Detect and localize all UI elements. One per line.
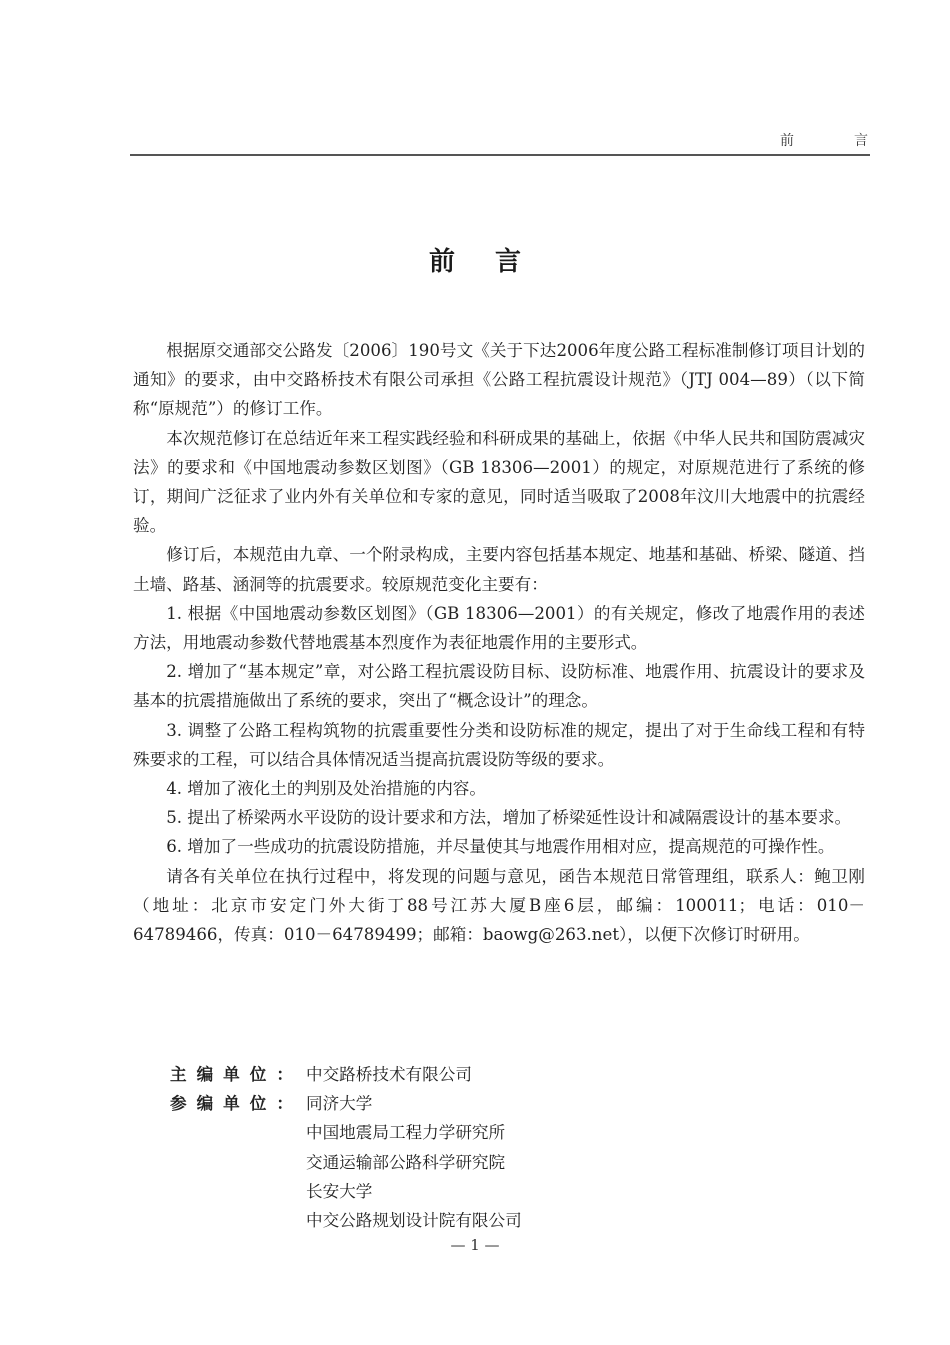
participating-unit: 中交公路规划设计院有限公司	[306, 1211, 522, 1231]
participating-units-row	[170, 1089, 522, 1235]
participating-unit: 同济大学	[306, 1094, 373, 1114]
chief-unit-name: 中交路桥技术有限公司	[306, 1065, 472, 1084]
units-block	[170, 1060, 522, 1235]
participating-unit-list	[306, 1089, 522, 1235]
participating-unit: 中国地震局工程力学研究所	[306, 1123, 506, 1143]
paragraph-revision-scope: 本次规范修订在总结近年来工程实践经验和科研成果的基础上，依据《中华人民共和国防震减灾法》的要求和《中国地震动参数区划图》（GB 18306—2001）的规定，对原规范进行了系统的修订，期间广泛征求了业内外有关单位和专家的意见，同时适当吸取了2008年汶川大地震中的抗震经验。	[133, 428, 865, 536]
paragraph-change-5: 5. 提出了桥梁两水平设防的设计要求和方法，增加了桥梁延性设计和减隔震设计的基本要求。	[166, 808, 852, 828]
running-header	[780, 130, 868, 150]
running-header-right: 言	[854, 133, 868, 149]
paragraph-change-2: 2. 增加了“基本规定”章，对公路工程抗震设防目标、设防标准、地震作用、抗震设计的要求及基本的抗震措施做出了系统的要求，突出了“概念设计”的理念。	[133, 662, 865, 711]
paragraph-change-1: 1. 根据《中国地震动参数区划图》（GB 18306—2001）的有关规定，修改了地震作用的表述方法，用地震动参数代替地震基本烈度作为表征地震作用的主要形式。	[133, 603, 865, 653]
paragraph-revision-basis: 根据原交通部交公路发〔2006〕190号文《关于下达2006年度公路工程标准制修订项目计划的通知》的要求，由中交路桥技术有限公司承担《公路工程抗震设计规范》（JTJ 004—89）（以下简称“原规范”）的修订工作。	[133, 341, 865, 419]
paragraph-change-3: 3. 调整了公路工程构筑物的抗震重要性分类和设防标准的规定，提出了对于生命线工程和有特殊要求的工程，可以结合具体情况适当提高抗震设防等级的要求。	[133, 720, 865, 769]
paragraph-change-6: 6. 增加了一些成功的抗震设防措施，并尽量使其与地震作用相对应，提高规范的可操作性。	[166, 837, 835, 857]
paragraph-change-4: 4. 增加了液化土的判别及处治措施的内容。	[166, 779, 486, 799]
paragraph-contact: 请各有关单位在执行过程中，将发现的问题与意见，函告本规范日常管理组，联系人：鲍卫刚（地址：北京市安定门外大街丁88号江苏大厦B座6层，邮编：100011；电话：010－64789466，传真：010－64789499；邮箱：baowg@263.net），以便下次修订时研用。	[133, 866, 865, 945]
chief-unit-label: 主编单位：	[170, 1065, 293, 1084]
body-text	[133, 336, 865, 949]
paragraph-structure: 修订后，本规范由九章、一个附录构成，主要内容包括基本规定、地基和基础、桥梁、隧道、挡土墙、路基、涵洞等的抗震要求。较原规范变化主要有：	[133, 545, 865, 594]
page-title: 前言	[428, 247, 561, 277]
header-rule	[130, 154, 870, 156]
page-number: — 1 —	[450, 1236, 500, 1254]
participating-unit-label: 参编单位：	[170, 1094, 293, 1114]
running-header-left: 前	[780, 133, 794, 149]
participating-unit: 交通运输部公路科学研究院	[306, 1152, 506, 1172]
participating-unit: 长安大学	[306, 1181, 373, 1201]
chief-unit-row	[170, 1060, 522, 1089]
